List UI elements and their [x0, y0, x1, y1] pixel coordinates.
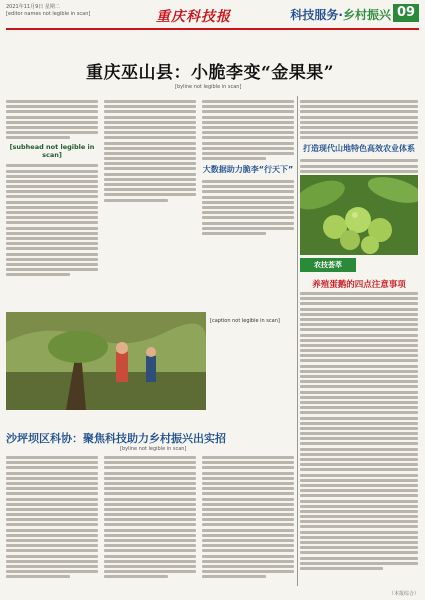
sidebar-column [300, 292, 418, 572]
section-title [290, 6, 391, 23]
article1-subhead-1: [subhead not legible in scan] [9, 143, 95, 160]
article1-subhead-3: 打造现代山地特色高效农业体系 [303, 144, 415, 154]
section-title-sep: · [338, 8, 343, 22]
masthead-rule [6, 28, 419, 30]
masthead-date: 2021年11月9日 星期二 [6, 4, 60, 10]
plum-photo-illustration [300, 175, 418, 255]
plum-photo [300, 175, 418, 255]
masthead-editors: [editor names not legible in scan] [6, 11, 91, 17]
masthead-meta [6, 4, 126, 18]
article1-headline: 重庆巫山县：小脆李变“金果果” [85, 63, 335, 83]
article1-column-3 [202, 100, 294, 237]
article2-column-1 [6, 456, 98, 581]
column-divider [297, 96, 298, 586]
article2-byline: [byline not legible in scan] [120, 446, 187, 452]
photo-caption: [caption not legible in scan] [210, 318, 280, 324]
article1-byline: [byline not legible in scan] [175, 84, 242, 90]
section-title-a: 科技服务 [290, 8, 339, 22]
footer-source: （本报综合） [388, 591, 419, 597]
farm-photo-illustration [6, 312, 206, 410]
page-number: 09 [393, 4, 419, 22]
article2-headline: 沙坪坝区科协：聚焦科技助力乡村振兴出实招 [6, 432, 226, 445]
section-title-b: 乡村振兴 [342, 8, 391, 22]
farm-photo [6, 312, 206, 410]
sidebar-tag: 农技荟萃 [300, 258, 356, 272]
article1-subhead-2: 大数据助力脆李“行天下” [202, 165, 294, 175]
masthead [6, 4, 419, 44]
article1-column-2 [104, 100, 196, 204]
article1-column-1 [6, 100, 98, 278]
sidebar-title: 养殖蛋鹅的四点注意事项 [312, 280, 406, 290]
article2-column-3 [202, 456, 294, 581]
article2-column-2 [104, 456, 196, 581]
newspaper-logo: 重庆科技报 [156, 9, 231, 25]
